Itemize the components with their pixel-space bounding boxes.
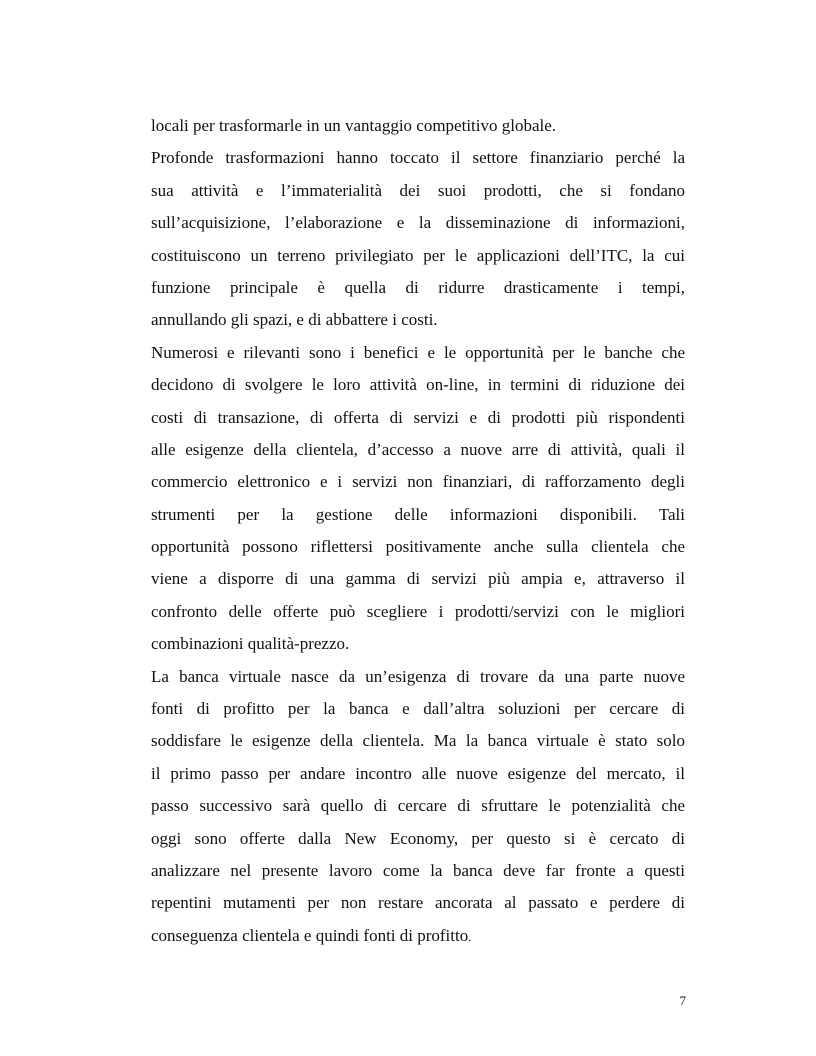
text-line — [151, 175, 685, 207]
text-line-content: combinazioni qualità-prezzo. — [151, 634, 350, 654]
text-line — [151, 531, 685, 563]
text-line-content: oggi sono offerte dalla New Economy, per questo si è cercato di — [151, 828, 685, 848]
text-line — [151, 920, 685, 952]
text-line — [151, 693, 685, 725]
text-line-content: alle esigenze della clientela, d’accesso a nuove arre di attività, quali il — [151, 439, 685, 459]
paragraph — [151, 337, 685, 661]
text-line — [151, 823, 685, 855]
text-line-content: funzione principale è quella di ridurre drasticamente i tempi, — [151, 277, 685, 297]
text-line-content: sull’acquisizione, l’elaborazione e la disseminazione di informazioni, — [151, 213, 685, 233]
paragraph — [151, 661, 685, 953]
text-line — [151, 887, 685, 919]
text-line — [151, 790, 685, 822]
text-line-content: locali per trasformarle in un vantaggio competitivo globale. — [151, 116, 557, 135]
text-line-content: il primo passo per andare incontro alle nuove esigenze del mercato, il — [151, 763, 685, 783]
text-line-content: fonti di profitto per la banca e dall’altra soluzioni per cercare di — [151, 699, 685, 719]
text-line-content: conseguenza clientela e quindi fonti di profitto — [151, 925, 469, 945]
text-line-content: opportunità possono riflettersi positivamente anche sulla clientela che — [151, 537, 685, 557]
text-line — [151, 466, 685, 498]
text-line — [151, 434, 685, 466]
text-line — [151, 628, 685, 660]
text-line — [151, 725, 685, 757]
text-line — [151, 142, 685, 174]
text-line — [151, 596, 685, 628]
text-line-content: La banca virtuale nasce da un’esigenza di trovare da una parte nuove — [151, 666, 685, 686]
text-line-content: passo successivo sarà quello di cercare di sfruttare le potenzialità che — [151, 796, 685, 816]
text-line — [151, 758, 685, 790]
text-line — [151, 240, 685, 272]
text-line — [151, 855, 685, 887]
text-line-content: soddisfare le esigenze della clientela. Ma la banca virtuale è stato solo — [151, 731, 685, 751]
body-text — [151, 110, 685, 952]
text-line — [151, 272, 685, 304]
page-number: 7 — [679, 993, 686, 1008]
text-line-content: commercio elettronico e i servizi non finanziari, di rafforzamento degli — [151, 472, 685, 492]
paragraph — [151, 142, 685, 336]
text-line — [151, 207, 685, 239]
text-line-content: annullando gli spazi, e di abbattere i costi. — [151, 310, 438, 330]
text-line-content: decidono di svolgere le loro attività on-line, in termini di riduzione dei — [151, 375, 685, 395]
text-line-content: confronto delle offerte può scegliere i prodotti/servizi con le migliori — [151, 601, 685, 621]
text-line — [151, 337, 685, 369]
text-line — [151, 402, 685, 434]
text-line — [151, 499, 685, 531]
text-line-content: repentini mutamenti per non restare ancorata al passato e perdere di — [151, 893, 685, 913]
text-line — [151, 661, 685, 693]
text-line-content: costi di transazione, di offerta di servizi e di prodotti più rispondenti — [151, 407, 685, 427]
text-line — [151, 304, 685, 336]
text-line-content: Profonde trasformazioni hanno toccato il settore finanziario perché la — [151, 148, 685, 168]
text-line — [151, 110, 685, 142]
text-line — [151, 369, 685, 401]
text-line-content: viene a disporre di una gamma di servizi più ampia e, attraverso il — [151, 569, 685, 589]
paragraph — [151, 110, 685, 142]
text-line-content: Numerosi e rilevanti sono i benefici e le opportunità per le banche che — [151, 342, 685, 362]
text-line — [151, 563, 685, 595]
text-line-content: costituiscono un terreno privilegiato per le applicazioni dell’ITC, la cui — [151, 245, 685, 265]
text-line-content: strumenti per la gestione delle informazioni disponibili. Tali — [151, 504, 685, 524]
text-line-content: analizzare nel presente lavoro come la banca deve far fronte a questi — [151, 860, 685, 880]
text-line-content: sua attività e l’immaterialità dei suoi prodotti, che si fondano — [151, 180, 685, 200]
text-line-tail: . — [468, 928, 472, 944]
